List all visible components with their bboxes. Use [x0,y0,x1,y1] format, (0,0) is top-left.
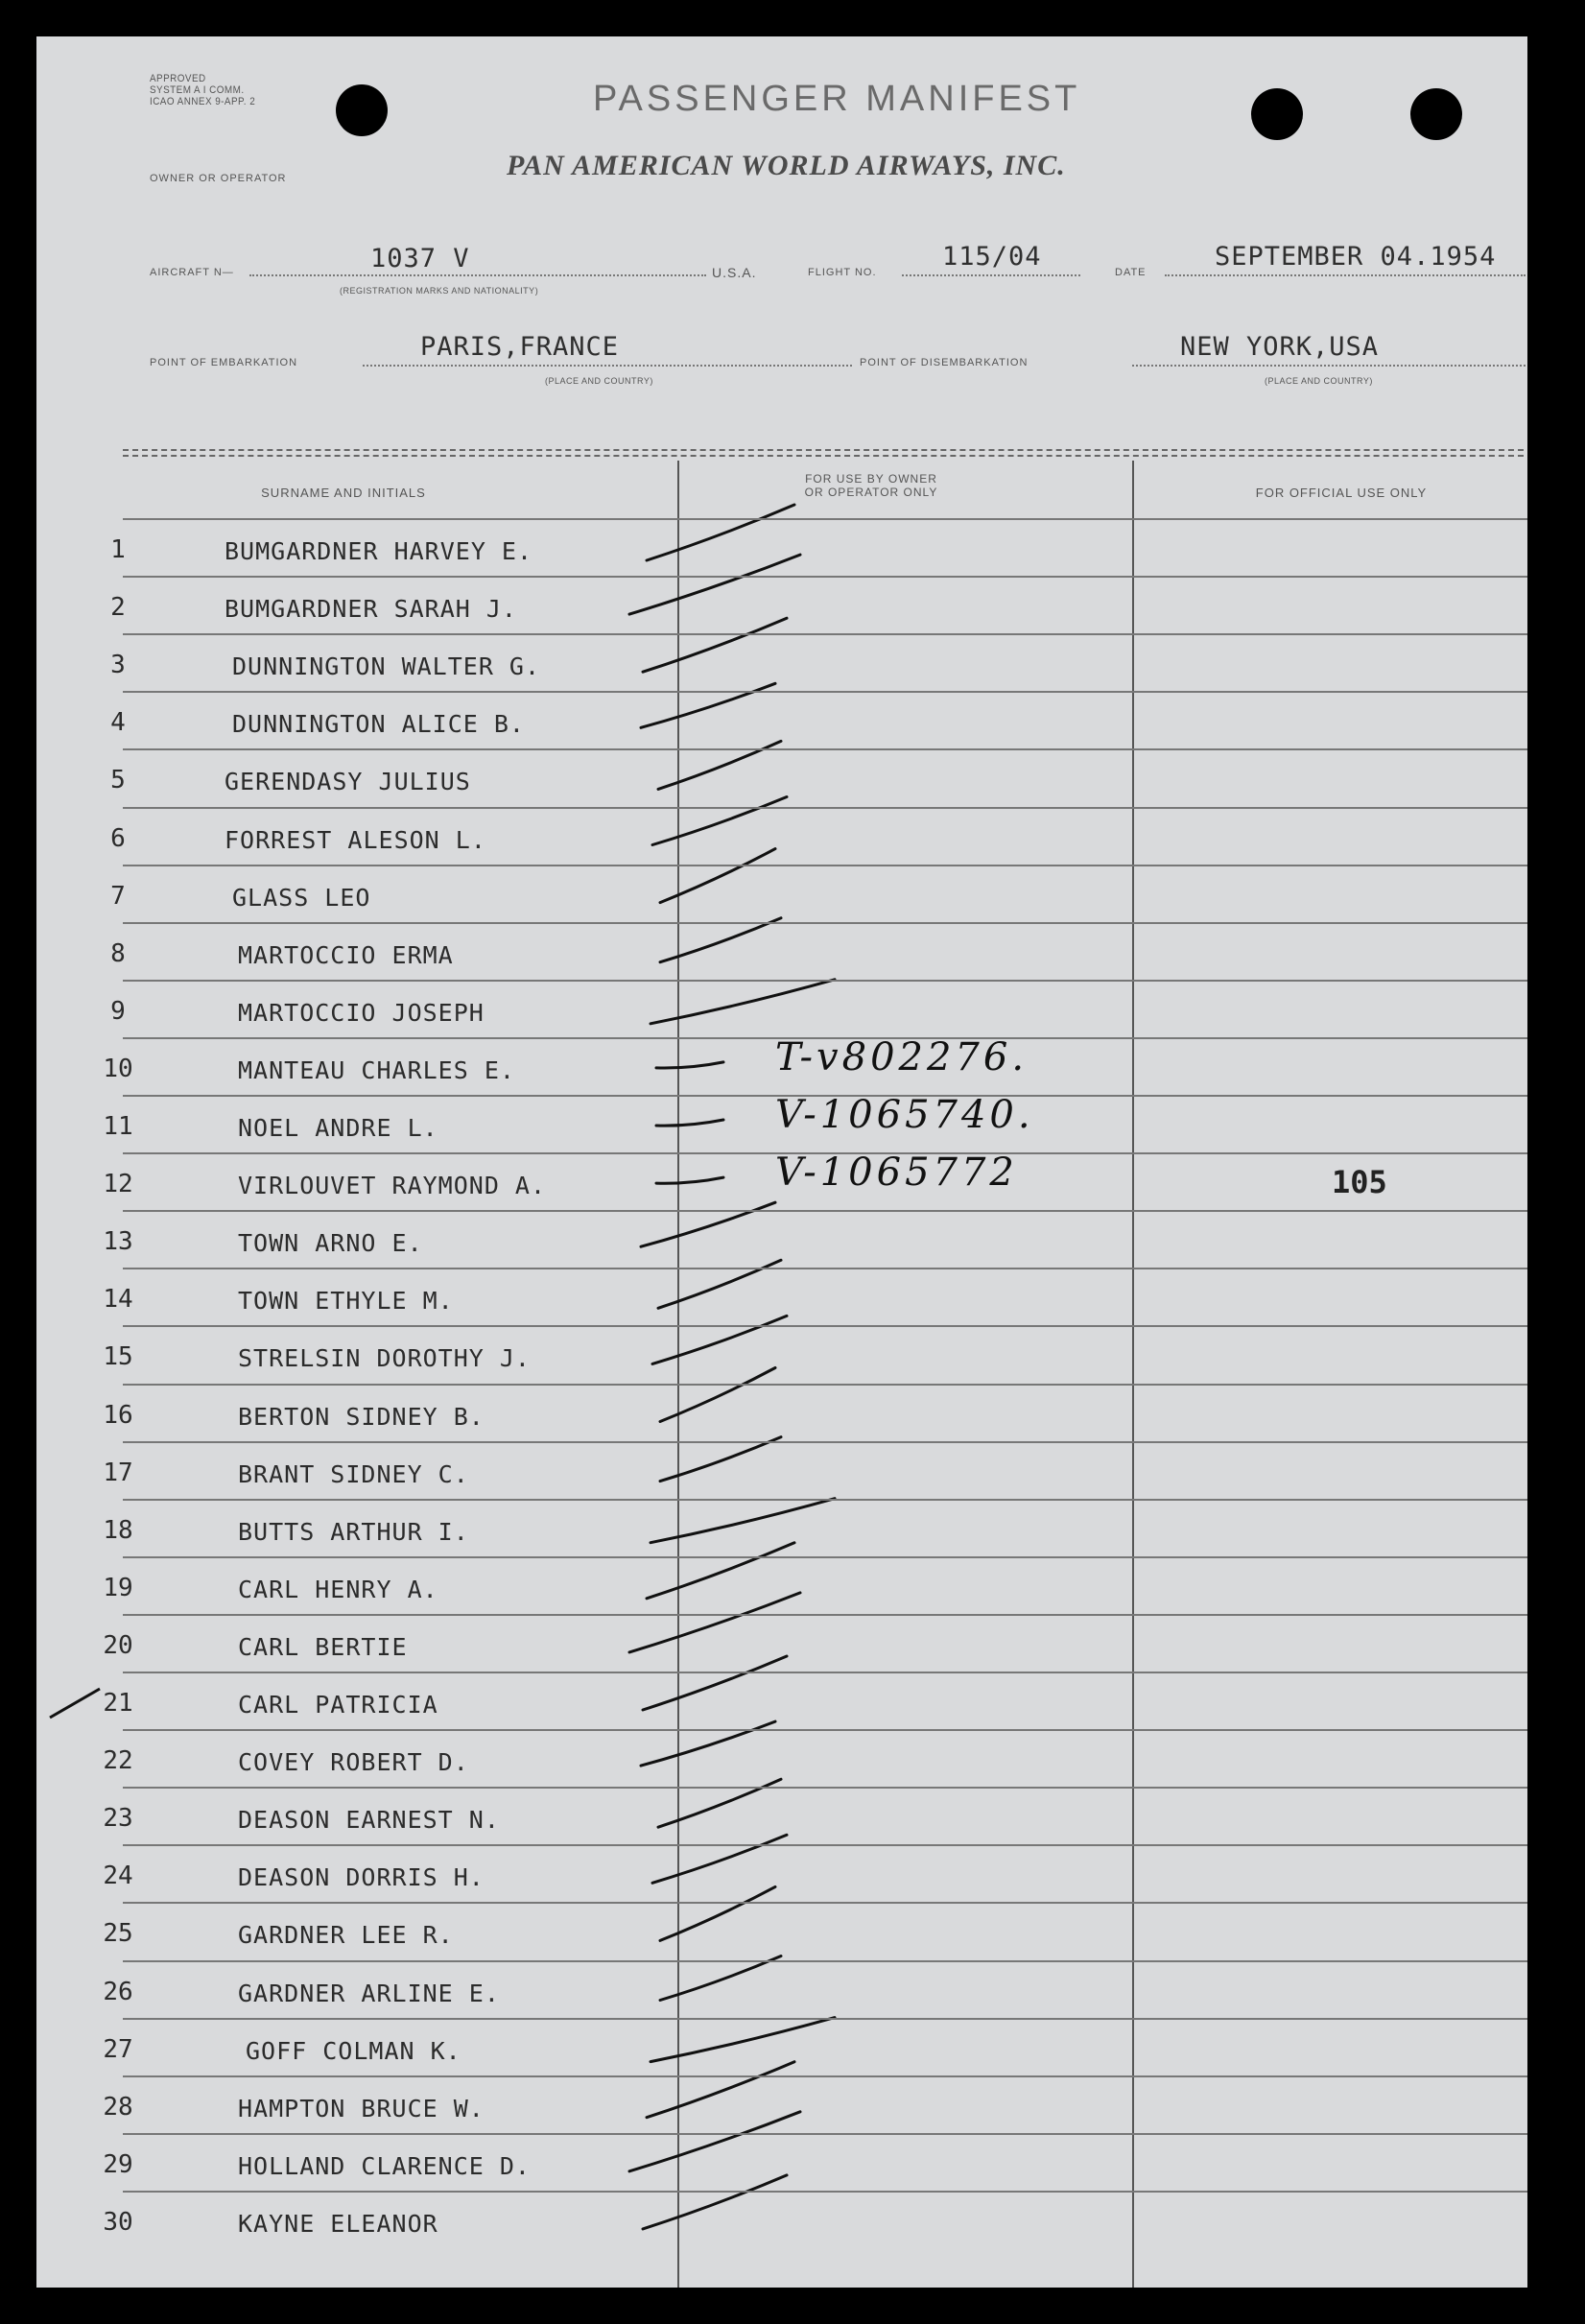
passenger-number: 2 [110,593,126,623]
company-name: PAN AMERICAN WORLD AIRWAYS, INC. [507,150,1066,181]
passenger-number: 17 [103,1458,133,1487]
passenger-name: FORREST ALESON L. [225,825,486,854]
disembark-label: POINT OF DISEMBARKATION [860,357,1029,368]
passenger-name: BERTON SIDNEY B. [238,1402,485,1431]
table-row [36,2131,1527,2189]
passenger-number: 12 [103,1170,133,1199]
passenger-name: GLASS LEO [232,883,371,912]
official-entry: 105 [1332,1164,1387,1201]
column-header-owner: FOR USE BY OWNER OR OPERATOR ONLY [804,472,938,499]
table-row [36,631,1527,689]
passenger-name: BRANT SIDNEY C. [238,1459,469,1488]
table-row [36,1612,1527,1670]
aircraft-label: AIRCRAFT N— [150,267,234,278]
table-row [36,747,1527,804]
passenger-name: VIRLOUVET RAYMOND A. [238,1172,547,1200]
passenger-name: CARL BERTIE [238,1632,408,1661]
passenger-number: 6 [110,823,126,853]
table-row [36,2074,1527,2131]
table-row [36,1727,1527,1785]
table-row [36,1150,1527,1208]
passenger-number: 13 [103,1227,133,1257]
passenger-name: GARDNER LEE R. [238,1921,454,1950]
table-row [36,2189,1527,2246]
table-row [36,689,1527,747]
passenger-number: 1 [110,535,126,564]
passenger-name: BUMGARDNER HARVEY E. [225,537,533,565]
passenger-number: 7 [110,881,126,911]
passenger-name: DEASON EARNEST N. [238,1806,500,1835]
table-row [36,1900,1527,1957]
flight-label: FLIGHT NO. [808,267,877,278]
table-row [36,1035,1527,1093]
table-row [36,1323,1527,1381]
passenger-number: 23 [103,1804,133,1834]
approval-line: APPROVED [150,73,206,84]
passenger-number: 29 [103,2149,133,2179]
date-label: DATE [1115,267,1147,278]
visa-note: V-1065740. [775,1093,1034,1137]
passenger-name: BUTTS ARTHUR I. [238,1517,469,1546]
date-value: SEPTEMBER 04.1954 [1215,242,1497,272]
embark-value: PARIS,FRANCE [420,332,620,362]
passenger-number: 14 [103,1285,133,1315]
table-row [36,863,1527,920]
passenger-name: MANTEAU CHARLES E. [238,1055,515,1084]
disembark-value: NEW YORK,USA [1180,332,1380,362]
column-header-names: SURNAME AND INITIALS [261,486,426,500]
passenger-number: 8 [110,938,126,968]
passenger-name: TOWN ETHYLE M. [238,1287,454,1316]
passenger-name: HOLLAND CLARENCE D. [238,2151,531,2180]
passenger-number: 20 [103,1630,133,1660]
passenger-number: 4 [110,708,126,738]
passenger-name: DUNNINGTON WALTER G. [232,652,541,681]
passenger-name: KAYNE ELEANOR [238,2209,438,2238]
passenger-name: HAMPTON BRUCE W. [238,2094,485,2122]
passenger-number: 15 [103,1342,133,1372]
passenger-number: 11 [103,1112,133,1141]
passenger-number: 24 [103,1862,133,1891]
passenger-number: 26 [103,1977,133,2006]
passenger-name: NOEL ANDRE L. [238,1114,438,1142]
passenger-name: BUMGARDNER SARAH J. [225,595,517,624]
table-row [36,574,1527,631]
table-row [36,1554,1527,1612]
registration-note: (REGISTRATION MARKS AND NATIONALITY) [340,286,539,296]
table-row [36,1382,1527,1439]
passenger-name: COVEY ROBERT D. [238,1748,469,1777]
nationality-label: U.S.A. [712,265,757,280]
visa-note: V-1065772 [775,1150,1018,1196]
embark-label: POINT OF EMBARKATION [150,357,298,368]
table-row [36,516,1527,574]
passenger-number: 3 [110,651,126,680]
visa-note: T-v802276. [775,1034,1029,1079]
table-row [36,1497,1527,1554]
table-row [36,1208,1527,1266]
column-header-official: FOR OFFICIAL USE ONLY [1255,486,1428,500]
passenger-number: 10 [103,1054,133,1083]
aircraft-value: 1037 V [370,244,470,273]
table-row [36,1093,1527,1150]
table-row [36,1439,1527,1497]
passenger-name: GOFF COLMAN K. [246,2036,461,2065]
table-row [36,2016,1527,2074]
passenger-number: 18 [103,1515,133,1545]
passenger-number: 19 [103,1573,133,1602]
passenger-number: 16 [103,1400,133,1430]
passenger-name: TOWN ARNO E. [238,1229,423,1258]
table-row [36,920,1527,978]
table-row [36,978,1527,1035]
table-row [36,1670,1527,1727]
manifest-sheet [36,36,1527,2288]
passenger-number: 30 [103,2207,133,2237]
table-row [36,1958,1527,2016]
table-row [36,1842,1527,1900]
table-row [36,805,1527,863]
passenger-number: 9 [110,996,126,1026]
passenger-number: 5 [110,766,126,795]
table-row [36,1266,1527,1323]
approval-line: ICAO ANNEX 9-APP. 2 [150,96,256,107]
passenger-name: MARTOCCIO ERMA [238,940,454,969]
disembark-note: (PLACE AND COUNTRY) [1265,376,1373,386]
passenger-name: STRELSIN DOROTHY J. [238,1344,531,1373]
passenger-name: GERENDASY JULIUS [225,768,471,796]
passenger-name: CARL PATRICIA [238,1691,438,1719]
owner-label: OWNER OR OPERATOR [150,173,287,184]
passenger-name: GARDNER ARLINE E. [238,1979,500,2007]
page-title: PASSENGER MANIFEST [593,79,1081,119]
embark-note: (PLACE AND COUNTRY) [545,376,653,386]
passenger-number: 21 [103,1689,133,1718]
approval-line: SYSTEM A I COMM. [150,84,245,96]
passenger-name: MARTOCCIO JOSEPH [238,998,485,1027]
passenger-name: DEASON DORRIS H. [238,1863,485,1892]
table-row [36,1785,1527,1842]
passenger-name: DUNNINGTON ALICE B. [232,710,525,739]
passenger-number: 28 [103,2092,133,2122]
passenger-number: 22 [103,1746,133,1776]
passenger-name: CARL HENRY A. [238,1575,438,1603]
passenger-number: 27 [103,2034,133,2064]
flight-value: 115/04 [942,242,1042,272]
passenger-number: 25 [103,1919,133,1949]
